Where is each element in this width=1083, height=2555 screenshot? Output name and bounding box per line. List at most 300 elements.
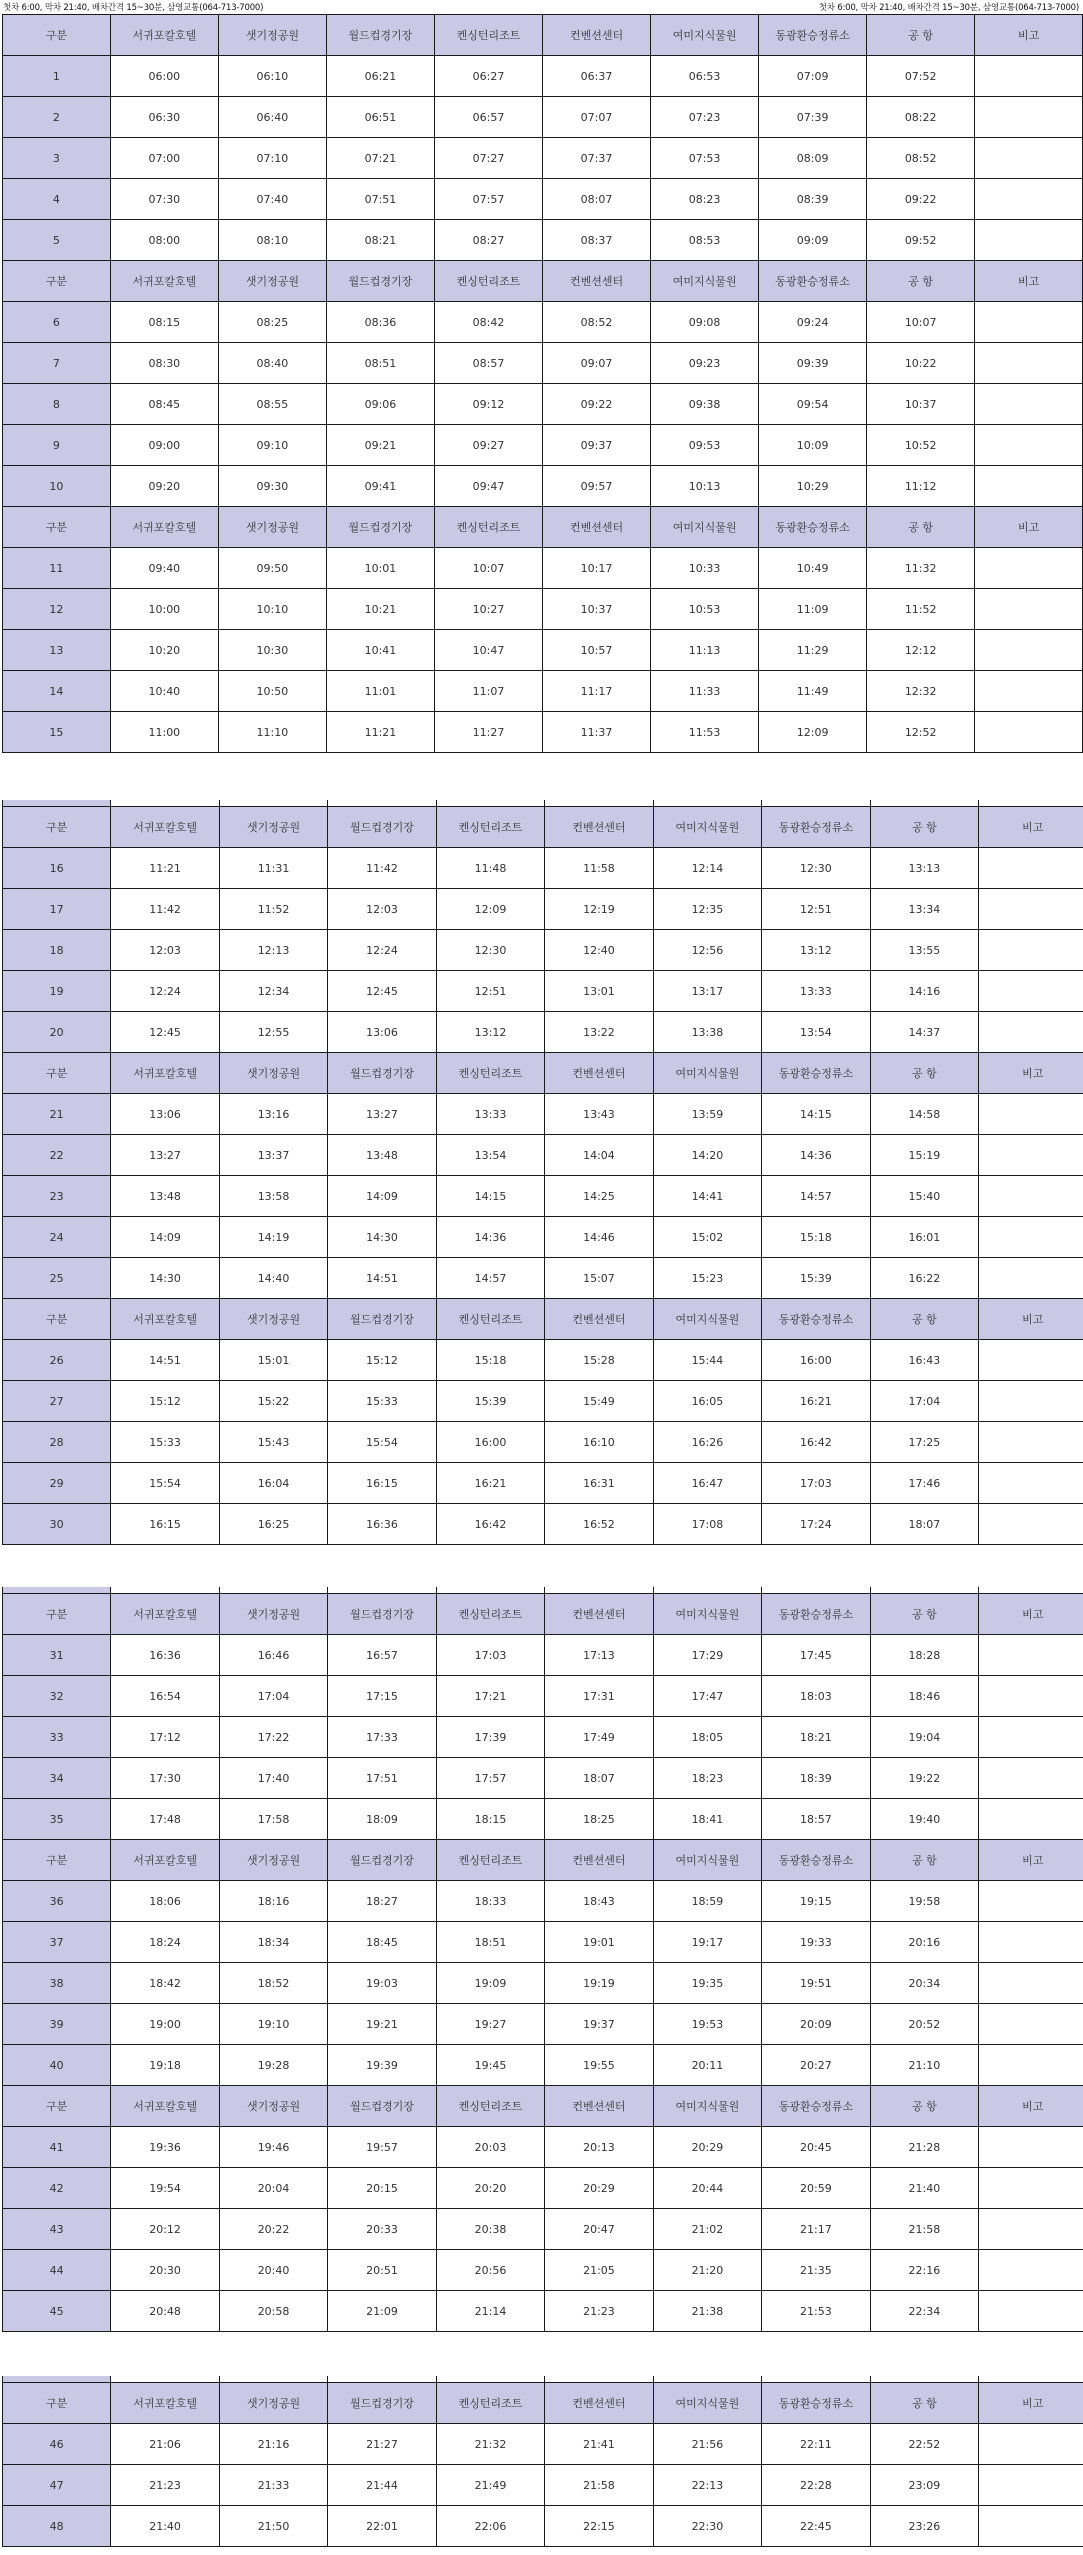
column-header: 켄싱턴리조트 [436, 1840, 544, 1881]
time-cell: 20:20 [436, 2168, 544, 2209]
header-row [3, 1840, 1083, 1881]
remarks-cell [975, 138, 1083, 179]
timetable-panel-3 [2, 1587, 1083, 2332]
table-row [3, 1422, 1083, 1463]
time-cell: 15:28 [545, 1340, 653, 1381]
time-cell: 09:53 [651, 425, 759, 466]
column-header: 서귀포칼호텔 [111, 2383, 219, 2424]
table-row [3, 1676, 1083, 1717]
time-cell: 20:11 [653, 2045, 761, 2086]
time-cell: 12:03 [111, 930, 219, 971]
time-cell: 10:29 [759, 466, 867, 507]
column-header: 월드컵경기장 [328, 1594, 436, 1635]
time-cell: 18:03 [762, 1676, 870, 1717]
header-row [3, 2086, 1083, 2127]
trip-number-cell: 20 [3, 1012, 111, 1053]
time-cell: 09:12 [434, 384, 542, 425]
column-header: 여미지식물원 [653, 1594, 761, 1635]
trip-number-cell: 47 [3, 2465, 111, 2506]
time-cell: 17:04 [870, 1381, 978, 1422]
column-header: 서귀포칼호텔 [110, 15, 218, 56]
trip-number-cell: 43 [3, 2209, 111, 2250]
time-cell: 14:19 [219, 1217, 327, 1258]
time-cell: 21:20 [653, 2250, 761, 2291]
time-cell: 16:15 [111, 1504, 219, 1545]
time-cell: 21:09 [328, 2291, 436, 2332]
time-cell: 16:01 [870, 1217, 978, 1258]
remarks-cell [979, 1922, 1083, 1963]
time-cell: 20:30 [111, 2250, 219, 2291]
time-cell: 06:40 [218, 97, 326, 138]
time-cell: 15:12 [328, 1340, 436, 1381]
time-cell: 21:58 [870, 2209, 978, 2250]
time-cell: 19:27 [436, 2004, 544, 2045]
time-cell: 07:57 [434, 179, 542, 220]
time-cell: 22:11 [762, 2424, 870, 2465]
column-header: 동광환승정류소 [759, 15, 867, 56]
time-cell: 17:03 [762, 1463, 870, 1504]
time-cell: 12:13 [219, 930, 327, 971]
column-header: 켄싱턴리조트 [434, 15, 542, 56]
time-cell: 14:09 [111, 1217, 219, 1258]
table-row [3, 2209, 1083, 2250]
remarks-cell [979, 1012, 1083, 1053]
time-cell: 09:21 [326, 425, 434, 466]
column-header: 여미지식물원 [651, 507, 759, 548]
time-cell: 13:54 [762, 1012, 870, 1053]
trip-number-cell: 5 [3, 220, 111, 261]
remarks-cell [979, 1217, 1083, 1258]
trip-number-cell: 44 [3, 2250, 111, 2291]
time-cell: 12:12 [867, 630, 975, 671]
time-cell: 20:44 [653, 2168, 761, 2209]
time-cell: 08:51 [326, 343, 434, 384]
time-cell: 21:40 [870, 2168, 978, 2209]
time-cell: 19:51 [762, 1963, 870, 2004]
time-cell: 16:31 [545, 1463, 653, 1504]
time-cell: 19:18 [111, 2045, 219, 2086]
time-cell: 06:30 [110, 97, 218, 138]
time-cell: 08:25 [218, 302, 326, 343]
time-cell: 11:53 [651, 712, 759, 753]
column-header: 서귀포칼호텔 [111, 2086, 219, 2127]
column-header: 월드컵경기장 [328, 1840, 436, 1881]
time-cell: 11:33 [651, 671, 759, 712]
table-row [3, 343, 1083, 384]
timetable [2, 2382, 1083, 2547]
time-cell: 14:16 [870, 971, 978, 1012]
time-cell: 19:57 [328, 2127, 436, 2168]
time-cell: 17:25 [870, 1422, 978, 1463]
time-cell: 12:30 [762, 848, 870, 889]
remarks-cell [975, 630, 1083, 671]
trip-number-cell: 9 [3, 425, 111, 466]
time-cell: 08:23 [651, 179, 759, 220]
remarks-cell [979, 1963, 1083, 2004]
remarks-cell [979, 2045, 1083, 2086]
column-header: 공 항 [870, 1594, 978, 1635]
trip-number-cell: 10 [3, 466, 111, 507]
column-header: 샛기정공원 [219, 1840, 327, 1881]
column-header: 동광환승정류소 [762, 1594, 870, 1635]
time-cell: 12:52 [867, 712, 975, 753]
time-cell: 18:16 [219, 1881, 327, 1922]
time-cell: 20:38 [436, 2209, 544, 2250]
time-cell: 06:57 [434, 97, 542, 138]
time-cell: 21:38 [653, 2291, 761, 2332]
schedule-caption-right: 첫차 6:00, 막차 21:40, 배차간격 15~30분, 삼영교통(064-713-7000) [818, 3, 1079, 13]
time-cell: 19:28 [219, 2045, 327, 2086]
trip-number-cell: 19 [3, 971, 111, 1012]
time-cell: 16:46 [219, 1635, 327, 1676]
time-cell: 10:01 [326, 548, 434, 589]
table-row [3, 1963, 1083, 2004]
time-cell: 08:39 [759, 179, 867, 220]
time-cell: 20:48 [111, 2291, 219, 2332]
table-row [3, 1717, 1083, 1758]
remarks-cell [979, 1717, 1083, 1758]
time-cell: 07:21 [326, 138, 434, 179]
table-row [3, 548, 1083, 589]
time-cell: 14:41 [653, 1176, 761, 1217]
time-cell: 18:59 [653, 1881, 761, 1922]
time-cell: 18:57 [762, 1799, 870, 1840]
remarks-cell [979, 1463, 1083, 1504]
trip-number-cell: 38 [3, 1963, 111, 2004]
time-cell: 16:42 [436, 1504, 544, 1545]
time-cell: 13:12 [436, 1012, 544, 1053]
column-header: 켄싱턴리조트 [436, 807, 544, 848]
table-row [3, 1258, 1083, 1299]
time-cell: 20:40 [219, 2250, 327, 2291]
column-header: 켄싱턴리조트 [436, 1053, 544, 1094]
time-cell: 19:39 [328, 2045, 436, 2086]
column-header: 구분 [3, 1299, 111, 1340]
column-header: 공 항 [870, 2383, 978, 2424]
time-cell: 17:46 [870, 1463, 978, 1504]
time-cell: 13:37 [219, 1135, 327, 1176]
time-cell: 10:40 [110, 671, 218, 712]
table-row [3, 1635, 1083, 1676]
time-cell: 14:04 [545, 1135, 653, 1176]
time-cell: 21:56 [653, 2424, 761, 2465]
time-cell: 17:29 [653, 1635, 761, 1676]
table-row [3, 1758, 1083, 1799]
time-cell: 08:07 [543, 179, 651, 220]
column-header: 구분 [3, 1594, 111, 1635]
time-cell: 17:51 [328, 1758, 436, 1799]
remarks-cell [979, 2004, 1083, 2045]
time-cell: 11:49 [759, 671, 867, 712]
column-header: 구분 [3, 807, 111, 848]
remarks-cell [979, 971, 1083, 1012]
column-header: 샛기정공원 [218, 261, 326, 302]
timetable-panel-2 [2, 800, 1083, 1545]
time-cell: 07:10 [218, 138, 326, 179]
column-header: 비고 [979, 2383, 1083, 2424]
time-cell: 22:01 [328, 2506, 436, 2547]
time-cell: 20:51 [328, 2250, 436, 2291]
table-row [3, 1176, 1083, 1217]
time-cell: 09:20 [110, 466, 218, 507]
time-cell: 18:43 [545, 1881, 653, 1922]
time-cell: 07:51 [326, 179, 434, 220]
time-cell: 08:57 [434, 343, 542, 384]
time-cell: 14:20 [653, 1135, 761, 1176]
time-cell: 06:10 [218, 56, 326, 97]
time-cell: 13:34 [870, 889, 978, 930]
time-cell: 22:28 [762, 2465, 870, 2506]
time-cell: 09:00 [110, 425, 218, 466]
time-cell: 14:51 [328, 1258, 436, 1299]
trip-number-cell: 12 [3, 589, 111, 630]
column-header: 서귀포칼호텔 [111, 1299, 219, 1340]
trip-number-cell: 8 [3, 384, 111, 425]
time-cell: 22:45 [762, 2506, 870, 2547]
time-cell: 19:00 [111, 2004, 219, 2045]
remarks-cell [979, 2168, 1083, 2209]
time-cell: 18:41 [653, 1799, 761, 1840]
time-cell: 07:39 [759, 97, 867, 138]
remarks-cell [979, 2250, 1083, 2291]
time-cell: 19:58 [870, 1881, 978, 1922]
table-row [3, 712, 1083, 753]
table-row [3, 138, 1083, 179]
time-cell: 21:41 [545, 2424, 653, 2465]
time-cell: 20:22 [219, 2209, 327, 2250]
time-cell: 09:54 [759, 384, 867, 425]
time-cell: 10:20 [110, 630, 218, 671]
time-cell: 20:27 [762, 2045, 870, 2086]
time-cell: 15:07 [545, 1258, 653, 1299]
time-cell: 10:13 [651, 466, 759, 507]
time-cell: 12:55 [219, 1012, 327, 1053]
time-cell: 21:06 [111, 2424, 219, 2465]
time-cell: 11:10 [218, 712, 326, 753]
table-row [3, 302, 1083, 343]
time-cell: 22:52 [870, 2424, 978, 2465]
time-cell: 17:58 [219, 1799, 327, 1840]
trip-number-cell: 6 [3, 302, 111, 343]
time-cell: 10:53 [651, 589, 759, 630]
table-row [3, 930, 1083, 971]
column-header: 여미지식물원 [653, 1840, 761, 1881]
remarks-cell [975, 589, 1083, 630]
time-cell: 10:37 [867, 384, 975, 425]
time-cell: 20:59 [762, 2168, 870, 2209]
column-header: 월드컵경기장 [326, 15, 434, 56]
trip-number-cell: 24 [3, 1217, 111, 1258]
time-cell: 09:38 [651, 384, 759, 425]
column-header: 비고 [979, 1299, 1083, 1340]
time-cell: 09:06 [326, 384, 434, 425]
time-cell: 13:06 [111, 1094, 219, 1135]
remarks-cell [975, 466, 1083, 507]
remarks-cell [979, 1799, 1083, 1840]
column-header: 구분 [3, 2383, 111, 2424]
time-cell: 08:27 [434, 220, 542, 261]
time-cell: 11:12 [867, 466, 975, 507]
time-cell: 20:34 [870, 1963, 978, 2004]
column-header: 컨벤션센터 [545, 1594, 653, 1635]
header-row [3, 261, 1083, 302]
remarks-cell [979, 2424, 1083, 2465]
table-row [3, 1463, 1083, 1504]
remarks-cell [975, 343, 1083, 384]
time-cell: 13:17 [653, 971, 761, 1012]
column-header: 동광환승정류소 [762, 2086, 870, 2127]
time-cell: 20:45 [762, 2127, 870, 2168]
time-cell: 23:26 [870, 2506, 978, 2547]
time-cell: 15:44 [653, 1340, 761, 1381]
time-cell: 13:58 [219, 1176, 327, 1217]
time-cell: 08:21 [326, 220, 434, 261]
schedule-caption-left: 첫차 6:00, 막차 21:40, 배차간격 15~30분, 삼영교통(064-713-7000) [3, 3, 264, 13]
remarks-cell [979, 1176, 1083, 1217]
time-cell: 11:07 [434, 671, 542, 712]
column-header: 컨벤션센터 [545, 1840, 653, 1881]
column-header: 공 항 [870, 1840, 978, 1881]
column-header: 월드컵경기장 [326, 507, 434, 548]
time-cell: 10:50 [218, 671, 326, 712]
column-header: 샛기정공원 [219, 2383, 327, 2424]
time-cell: 20:12 [111, 2209, 219, 2250]
trip-number-cell: 35 [3, 1799, 111, 1840]
time-cell: 20:52 [870, 2004, 978, 2045]
time-cell: 21:49 [436, 2465, 544, 2506]
column-header: 월드컵경기장 [328, 807, 436, 848]
remarks-cell [979, 1135, 1083, 1176]
page-break-stub [2, 1587, 1083, 1593]
table-row [3, 1922, 1083, 1963]
time-cell: 17:22 [219, 1717, 327, 1758]
time-cell: 15:33 [111, 1422, 219, 1463]
table-row [3, 56, 1083, 97]
time-cell: 19:33 [762, 1922, 870, 1963]
time-cell: 15:43 [219, 1422, 327, 1463]
time-cell: 10:52 [867, 425, 975, 466]
time-cell: 13:16 [219, 1094, 327, 1135]
remarks-cell [979, 2127, 1083, 2168]
time-cell: 14:58 [870, 1094, 978, 1135]
time-cell: 15:40 [870, 1176, 978, 1217]
column-header: 공 항 [867, 261, 975, 302]
column-header: 공 항 [870, 807, 978, 848]
column-header: 동광환승정류소 [762, 2383, 870, 2424]
time-cell: 15:19 [870, 1135, 978, 1176]
time-cell: 20:29 [653, 2127, 761, 2168]
trip-number-cell: 48 [3, 2506, 111, 2547]
remarks-cell [975, 671, 1083, 712]
column-header: 공 항 [867, 15, 975, 56]
time-cell: 09:10 [218, 425, 326, 466]
remarks-cell [979, 1635, 1083, 1676]
remarks-cell [979, 2465, 1083, 2506]
remarks-cell [975, 302, 1083, 343]
time-cell: 21:17 [762, 2209, 870, 2250]
header-row [3, 1053, 1083, 1094]
column-header: 여미지식물원 [651, 15, 759, 56]
time-cell: 09:40 [110, 548, 218, 589]
column-header: 공 항 [870, 1053, 978, 1094]
time-cell: 11:13 [651, 630, 759, 671]
remarks-cell [979, 1881, 1083, 1922]
column-header: 컨벤션센터 [543, 261, 651, 302]
remarks-cell [975, 220, 1083, 261]
time-cell: 16:21 [436, 1463, 544, 1504]
time-cell: 21:27 [328, 2424, 436, 2465]
column-header: 서귀포칼호텔 [111, 1053, 219, 1094]
time-cell: 14:46 [545, 1217, 653, 1258]
column-header: 여미지식물원 [653, 1299, 761, 1340]
time-cell: 20:04 [219, 2168, 327, 2209]
trip-number-cell: 4 [3, 179, 111, 220]
trip-number-cell: 40 [3, 2045, 111, 2086]
time-cell: 08:10 [218, 220, 326, 261]
time-cell: 21:53 [762, 2291, 870, 2332]
table-row [3, 1012, 1083, 1053]
time-cell: 17:04 [219, 1676, 327, 1717]
time-cell: 14:40 [219, 1258, 327, 1299]
time-cell: 17:12 [111, 1717, 219, 1758]
time-cell: 13:48 [111, 1176, 219, 1217]
time-cell: 20:33 [328, 2209, 436, 2250]
column-header: 비고 [979, 1053, 1083, 1094]
time-cell: 17:03 [436, 1635, 544, 1676]
trip-number-cell: 46 [3, 2424, 111, 2465]
table-row [3, 1381, 1083, 1422]
time-cell: 21:58 [545, 2465, 653, 2506]
remarks-cell [979, 1094, 1083, 1135]
remarks-cell [979, 2506, 1083, 2547]
time-cell: 16:00 [436, 1422, 544, 1463]
trip-number-cell: 1 [3, 56, 111, 97]
trip-number-cell: 36 [3, 1881, 111, 1922]
time-cell: 19:01 [545, 1922, 653, 1963]
time-cell: 13:01 [545, 971, 653, 1012]
time-cell: 20:29 [545, 2168, 653, 2209]
time-cell: 09:23 [651, 343, 759, 384]
remarks-cell [979, 2209, 1083, 2250]
column-header: 동광환승정류소 [762, 1299, 870, 1340]
time-cell: 18:51 [436, 1922, 544, 1963]
column-header: 비고 [975, 261, 1083, 302]
trip-number-cell: 29 [3, 1463, 111, 1504]
trip-number-cell: 34 [3, 1758, 111, 1799]
trip-number-cell: 28 [3, 1422, 111, 1463]
time-cell: 20:15 [328, 2168, 436, 2209]
time-cell: 10:30 [218, 630, 326, 671]
time-cell: 09:08 [651, 302, 759, 343]
remarks-cell [979, 848, 1083, 889]
trip-number-cell: 33 [3, 1717, 111, 1758]
time-cell: 19:10 [219, 2004, 327, 2045]
trip-number-cell: 42 [3, 2168, 111, 2209]
column-header: 공 항 [870, 2086, 978, 2127]
trip-number-cell: 13 [3, 630, 111, 671]
timetable-panel-4 [2, 2376, 1083, 2547]
time-cell: 21:23 [545, 2291, 653, 2332]
remarks-cell [979, 889, 1083, 930]
time-cell: 14:09 [328, 1176, 436, 1217]
time-cell: 14:25 [545, 1176, 653, 1217]
time-cell: 09:09 [759, 220, 867, 261]
time-cell: 18:28 [870, 1635, 978, 1676]
column-header: 여미지식물원 [651, 261, 759, 302]
time-cell: 11:32 [867, 548, 975, 589]
time-cell: 09:41 [326, 466, 434, 507]
time-cell: 20:16 [870, 1922, 978, 1963]
